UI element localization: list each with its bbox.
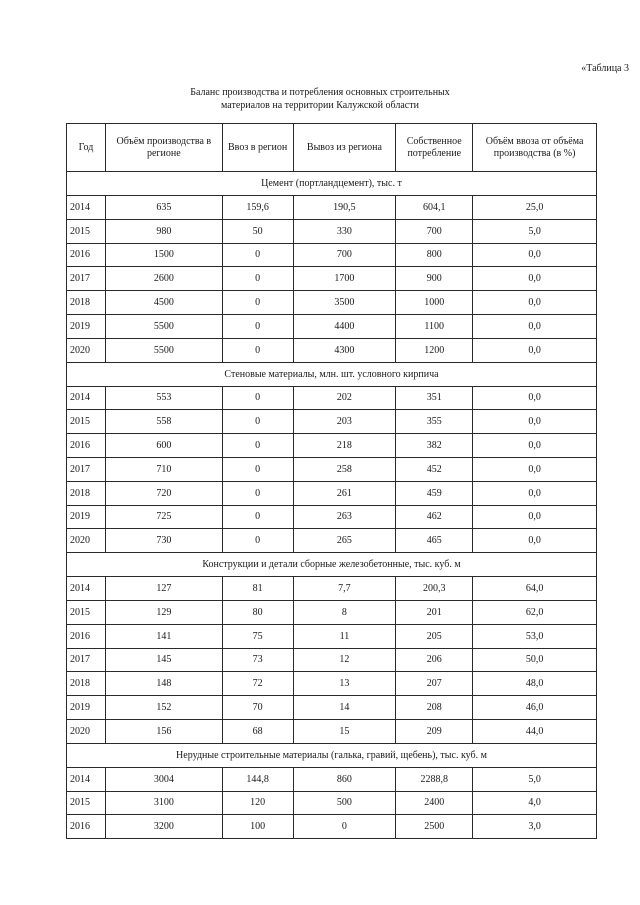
value-cell: 48,0	[473, 672, 597, 696]
year-cell: 2017	[67, 267, 106, 291]
value-cell: 8	[293, 600, 396, 624]
value-cell: 200,3	[396, 577, 473, 601]
value-cell: 75	[222, 624, 293, 648]
value-cell: 68	[222, 719, 293, 743]
value-cell: 0,0	[473, 291, 597, 315]
table-row	[67, 505, 597, 529]
value-cell: 0,0	[473, 434, 597, 458]
value-cell: 14	[293, 696, 396, 720]
table-row	[67, 719, 597, 743]
value-cell: 4,0	[473, 791, 597, 815]
value-cell: 0	[222, 267, 293, 291]
value-cell: 0	[222, 410, 293, 434]
value-cell: 980	[105, 219, 222, 243]
value-cell: 558	[105, 410, 222, 434]
value-cell: 4400	[293, 314, 396, 338]
section-row	[67, 553, 597, 577]
value-cell: 141	[105, 624, 222, 648]
table-row	[67, 243, 597, 267]
value-cell: 0,0	[473, 505, 597, 529]
value-cell: 207	[396, 672, 473, 696]
document-title-line-1: Баланс производства и потребления основных строительных	[190, 87, 450, 98]
value-cell: 700	[396, 219, 473, 243]
value-cell: 355	[396, 410, 473, 434]
table-row	[67, 410, 597, 434]
value-cell: 156	[105, 719, 222, 743]
table-row	[67, 314, 597, 338]
table-row	[67, 600, 597, 624]
value-cell: 13	[293, 672, 396, 696]
value-cell: 0,0	[473, 386, 597, 410]
value-cell: 5500	[105, 314, 222, 338]
value-cell: 0	[293, 815, 396, 839]
year-cell: 2016	[67, 815, 106, 839]
year-cell: 2019	[67, 314, 106, 338]
value-cell: 3200	[105, 815, 222, 839]
table-row	[67, 815, 597, 839]
table-row	[67, 434, 597, 458]
table-row	[67, 219, 597, 243]
value-cell: 70	[222, 696, 293, 720]
year-cell: 2015	[67, 600, 106, 624]
year-cell: 2015	[67, 791, 106, 815]
section-title: Нерудные строительные материалы (галька, гравий, щебень), тыс. куб. м	[67, 743, 597, 767]
value-cell: 205	[396, 624, 473, 648]
value-cell: 720	[105, 481, 222, 505]
value-cell: 0	[222, 505, 293, 529]
value-cell: 44,0	[473, 719, 597, 743]
value-cell: 725	[105, 505, 222, 529]
table-row	[67, 648, 597, 672]
value-cell: 0	[222, 481, 293, 505]
value-cell: 553	[105, 386, 222, 410]
value-cell: 462	[396, 505, 473, 529]
value-cell: 4300	[293, 338, 396, 362]
value-cell: 700	[293, 243, 396, 267]
value-cell: 382	[396, 434, 473, 458]
value-cell: 900	[396, 267, 473, 291]
value-cell: 53,0	[473, 624, 597, 648]
value-cell: 3100	[105, 791, 222, 815]
value-cell: 3004	[105, 767, 222, 791]
header-import: Ввоз в регион	[222, 124, 293, 172]
table-row	[67, 672, 597, 696]
value-cell: 15	[293, 719, 396, 743]
value-cell: 261	[293, 481, 396, 505]
value-cell: 0	[222, 291, 293, 315]
balance-table	[66, 123, 597, 839]
value-cell: 206	[396, 648, 473, 672]
value-cell: 1200	[396, 338, 473, 362]
table-row	[67, 267, 597, 291]
table-row	[67, 767, 597, 791]
value-cell: 80	[222, 600, 293, 624]
value-cell: 0,0	[473, 457, 597, 481]
table-row	[67, 386, 597, 410]
value-cell: 209	[396, 719, 473, 743]
value-cell: 2400	[396, 791, 473, 815]
value-cell: 11	[293, 624, 396, 648]
value-cell: 120	[222, 791, 293, 815]
year-cell: 2017	[67, 457, 106, 481]
value-cell: 5,0	[473, 219, 597, 243]
value-cell: 4500	[105, 291, 222, 315]
section-row	[67, 743, 597, 767]
value-cell: 0	[222, 338, 293, 362]
value-cell: 0,0	[473, 338, 597, 362]
value-cell: 3500	[293, 291, 396, 315]
value-cell: 0	[222, 386, 293, 410]
value-cell: 1500	[105, 243, 222, 267]
value-cell: 62,0	[473, 600, 597, 624]
year-cell: 2015	[67, 219, 106, 243]
value-cell: 2288,8	[396, 767, 473, 791]
value-cell: 465	[396, 529, 473, 553]
value-cell: 265	[293, 529, 396, 553]
table-row	[67, 338, 597, 362]
section-title: Конструкции и детали сборные железобетонные, тыс. куб. м	[67, 553, 597, 577]
year-cell: 2020	[67, 719, 106, 743]
value-cell: 351	[396, 386, 473, 410]
value-cell: 860	[293, 767, 396, 791]
year-cell: 2018	[67, 481, 106, 505]
year-cell: 2014	[67, 577, 106, 601]
value-cell: 25,0	[473, 196, 597, 220]
header-export: Вывоз из региона	[293, 124, 396, 172]
year-cell: 2014	[67, 196, 106, 220]
value-cell: 50	[222, 219, 293, 243]
value-cell: 127	[105, 577, 222, 601]
value-cell: 0	[222, 457, 293, 481]
year-cell: 2018	[67, 672, 106, 696]
section-row	[67, 172, 597, 196]
value-cell: 263	[293, 505, 396, 529]
value-cell: 800	[396, 243, 473, 267]
year-cell: 2015	[67, 410, 106, 434]
year-cell: 2016	[67, 624, 106, 648]
value-cell: 0,0	[473, 410, 597, 434]
value-cell: 459	[396, 481, 473, 505]
value-cell: 5500	[105, 338, 222, 362]
year-cell: 2020	[67, 338, 106, 362]
table-row	[67, 791, 597, 815]
header-own-consumption: Собственное потребление	[396, 124, 473, 172]
value-cell: 190,5	[293, 196, 396, 220]
value-cell: 148	[105, 672, 222, 696]
table-reference: «Таблица 3	[581, 63, 629, 74]
value-cell: 202	[293, 386, 396, 410]
year-cell: 2019	[67, 696, 106, 720]
value-cell: 710	[105, 457, 222, 481]
value-cell: 330	[293, 219, 396, 243]
value-cell: 152	[105, 696, 222, 720]
value-cell: 1000	[396, 291, 473, 315]
table-row	[67, 696, 597, 720]
table-row	[67, 196, 597, 220]
value-cell: 203	[293, 410, 396, 434]
value-cell: 600	[105, 434, 222, 458]
value-cell: 0	[222, 314, 293, 338]
value-cell: 5,0	[473, 767, 597, 791]
value-cell: 73	[222, 648, 293, 672]
value-cell: 1700	[293, 267, 396, 291]
value-cell: 2500	[396, 815, 473, 839]
value-cell: 201	[396, 600, 473, 624]
table-row	[67, 624, 597, 648]
year-cell: 2020	[67, 529, 106, 553]
value-cell: 81	[222, 577, 293, 601]
section-title: Стеновые материалы, млн. шт. условного кирпича	[67, 362, 597, 386]
value-cell: 145	[105, 648, 222, 672]
value-cell: 64,0	[473, 577, 597, 601]
header-import-share: Объём ввоза от объёма производства (в %)	[473, 124, 597, 172]
table-body	[67, 172, 597, 839]
value-cell: 2600	[105, 267, 222, 291]
value-cell: 0	[222, 243, 293, 267]
value-cell: 1100	[396, 314, 473, 338]
value-cell: 7,7	[293, 577, 396, 601]
value-cell: 129	[105, 600, 222, 624]
value-cell: 0,0	[473, 481, 597, 505]
year-cell: 2014	[67, 767, 106, 791]
value-cell: 0	[222, 529, 293, 553]
value-cell: 500	[293, 791, 396, 815]
document-title-line-2: материалов на территории Калужской области	[221, 100, 419, 111]
value-cell: 0,0	[473, 314, 597, 338]
value-cell: 46,0	[473, 696, 597, 720]
value-cell: 208	[396, 696, 473, 720]
value-cell: 159,6	[222, 196, 293, 220]
value-cell: 12	[293, 648, 396, 672]
header-production: Объём производства в регионе	[105, 124, 222, 172]
year-cell: 2017	[67, 648, 106, 672]
table-row	[67, 481, 597, 505]
table-row	[67, 457, 597, 481]
value-cell: 3,0	[473, 815, 597, 839]
table-header-row	[67, 124, 597, 172]
value-cell: 0	[222, 434, 293, 458]
value-cell: 0,0	[473, 243, 597, 267]
value-cell: 0,0	[473, 267, 597, 291]
value-cell: 72	[222, 672, 293, 696]
table-row	[67, 291, 597, 315]
value-cell: 144,8	[222, 767, 293, 791]
section-title: Цемент (портландцемент), тыс. т	[67, 172, 597, 196]
year-cell: 2016	[67, 434, 106, 458]
value-cell: 452	[396, 457, 473, 481]
value-cell: 100	[222, 815, 293, 839]
value-cell: 0,0	[473, 529, 597, 553]
year-cell: 2016	[67, 243, 106, 267]
year-cell: 2019	[67, 505, 106, 529]
year-cell: 2014	[67, 386, 106, 410]
table-row	[67, 529, 597, 553]
document-title	[0, 86, 640, 112]
value-cell: 635	[105, 196, 222, 220]
table-row	[67, 577, 597, 601]
section-row	[67, 362, 597, 386]
header-year: Год	[67, 124, 106, 172]
value-cell: 50,0	[473, 648, 597, 672]
value-cell: 258	[293, 457, 396, 481]
value-cell: 730	[105, 529, 222, 553]
value-cell: 604,1	[396, 196, 473, 220]
year-cell: 2018	[67, 291, 106, 315]
value-cell: 218	[293, 434, 396, 458]
